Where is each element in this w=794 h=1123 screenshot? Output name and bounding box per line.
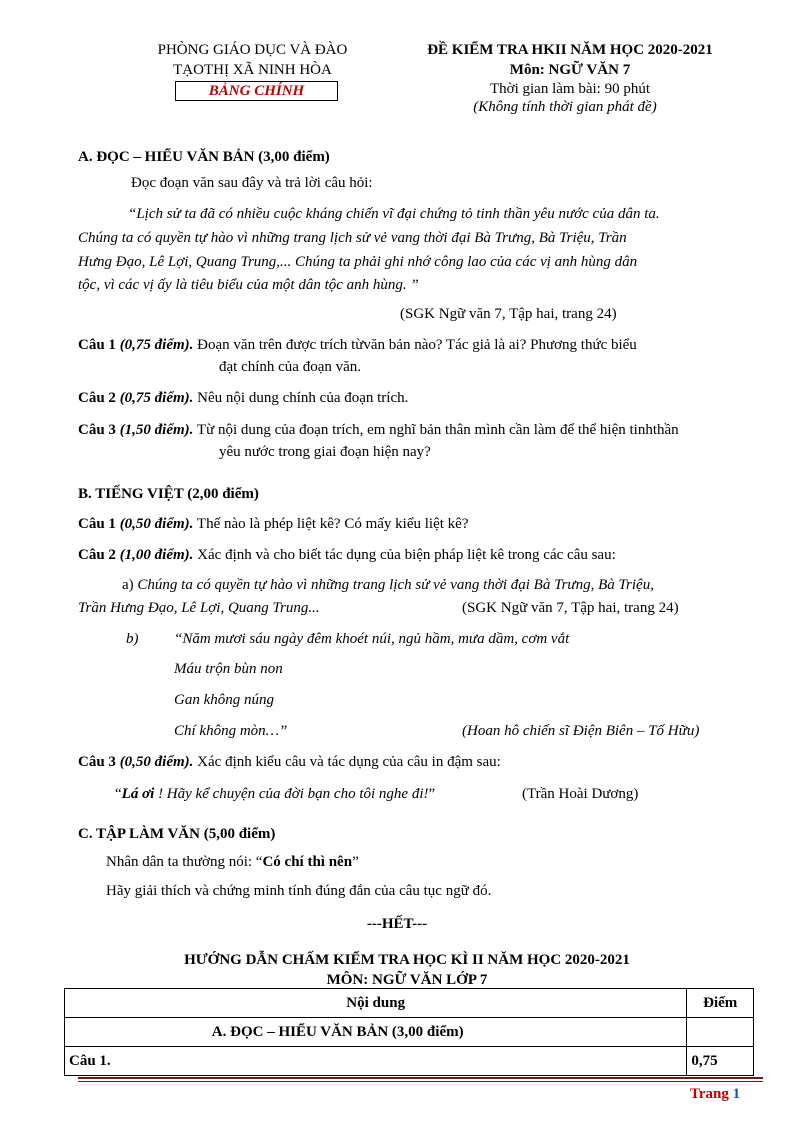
passage-line-4: tộc, vì các vị ấy là tiêu biểu của một dân tộc anh hùng. ”	[78, 277, 419, 293]
grading-table	[64, 988, 754, 1076]
question-text: Xác định kiểu câu và tác dụng của câu in đậm sau:	[197, 754, 501, 770]
question-a3-cont: yêu nước trong giai đoạn hiện nay?	[219, 444, 431, 460]
passage-line-3: Hưng Đạo, Lê Lợi, Quang Trung,... Chúng ta phải ghi nhớ công lao của các vị anh hùng dân	[78, 254, 638, 270]
question-points: (0,75 điểm).	[119, 337, 194, 353]
question-label: Câu 2	[78, 547, 116, 563]
question-a3	[78, 420, 679, 440]
quoted-sentence-source: (Trần Hoài Dương)	[522, 786, 639, 802]
header-score: Điểm	[687, 989, 754, 1018]
question-text: Từ nội dung của đoạn trích, em nghĩ bản thân mình cần làm để thể hiện tinhthần	[196, 422, 679, 438]
guide-subtitle: MÔN: NGỮ VĂN LỚP 7	[326, 972, 488, 988]
quote-rest: ! Hãy kể chuyện của đời bạn cho tôi nghe đi!	[154, 786, 429, 802]
example-b-source	[462, 721, 699, 741]
question-text: Đoạn văn trên được trích từvăn bản nào? Tác giả là ai? Phương thức biểu	[197, 337, 637, 353]
exam-duration-note: (Không tính thời gian phát đề)	[473, 99, 657, 115]
question-label: Câu 3	[78, 422, 116, 438]
question-a1	[78, 335, 637, 355]
question-b3	[78, 752, 501, 772]
header-content: Nội dung	[65, 989, 687, 1018]
footer-rule	[78, 1077, 763, 1079]
example-a-text: Chúng ta có quyền tự hào vì những trang lịch sử vẻ vang thời đại Bà Trưng, Bà Triệu,	[137, 577, 654, 593]
dept-name-line2: TẠOTHỊ XÃ NINH HÒA	[173, 62, 332, 78]
official-badge: BẢNG CHÍNH	[175, 81, 338, 101]
section-a-title: A. ĐỌC – HIỂU VĂN BẢN (3,00 điểm)	[78, 149, 330, 165]
row-question: Câu 1.	[65, 1047, 687, 1076]
quote-open: “	[115, 786, 122, 802]
example-a-source: (SGK Ngữ văn 7, Tập hai, trang 24)	[462, 600, 679, 616]
example-a-line-1	[122, 575, 654, 595]
page-number	[690, 1086, 740, 1103]
exam-title: ĐỀ KIỂM TRA HKII NĂM HỌC 2020-2021	[427, 42, 713, 58]
passage-line-1: “Lịch sử ta đã có nhiều cuộc kháng chiến vĩ đại chứng tỏ tinh thần yêu nước của dân ta.	[128, 206, 660, 222]
quote-bold: Lá ơi	[121, 786, 155, 802]
example-b-prefix: b)	[126, 631, 139, 647]
section-b-title: B. TIẾNG VIỆT (2,00 điểm)	[78, 486, 259, 502]
guide-title: HƯỚNG DẪN CHẤM KIỂM TRA HỌC KÌ II NĂM HỌC 2020-2021	[184, 952, 630, 968]
question-label: Câu 2	[78, 390, 116, 406]
question-label: Câu 3	[78, 754, 116, 770]
section-c-line-2: Hãy giải thích và chứng minh tính đúng đắn của câu tục ngữ đó.	[106, 883, 492, 899]
table-header-row	[65, 989, 754, 1018]
quoted-sentence	[115, 784, 435, 804]
question-text: Xác định và cho biết tác dụng của biện pháp liệt kê trong các câu sau:	[197, 547, 616, 563]
example-a-line-2: Trần Hưng Đạo, Lê Lợi, Quang Trung...	[78, 600, 320, 616]
quote-close: ”	[428, 786, 436, 802]
question-label: Câu 1	[78, 337, 116, 353]
question-points: (0,50 điểm).	[119, 516, 194, 532]
row-section-title: A. ĐỌC – HIỂU VĂN BẢN (3,00 điểm)	[65, 1018, 687, 1047]
page-label: Trang	[690, 1086, 729, 1102]
question-text: Thế nào là phép liệt kê? Có mấy kiểu liệt kê?	[196, 516, 469, 532]
question-label: Câu 1	[78, 516, 116, 532]
row-question-score: 0,75	[687, 1047, 754, 1076]
proverb-intro: Nhân dân ta thường nói: “	[106, 854, 263, 870]
table-row	[65, 1047, 754, 1076]
section-a-intro: Đọc đoạn văn sau đây và trả lời câu hỏi:	[131, 175, 373, 191]
section-c-title: C. TẬP LÀM VĂN (5,00 điểm)	[78, 826, 276, 842]
table-row	[65, 1018, 754, 1047]
dept-name-line1: PHÒNG GIÁO DỤC VÀ ĐÀO	[157, 42, 348, 58]
example-b-line-3: Gan không núng	[174, 692, 274, 708]
question-a2	[78, 388, 408, 408]
question-text: Nêu nội dung chính của đoạn trích.	[197, 390, 409, 406]
row-section-score	[687, 1018, 754, 1047]
section-c-line-1	[106, 852, 359, 872]
proverb-close: ”	[352, 854, 359, 870]
exam-subject: Môn: NGỮ VĂN 7	[509, 62, 631, 78]
question-b1	[78, 514, 468, 534]
example-b-line-2: Máu trộn bùn non	[174, 661, 283, 677]
passage-line-2: Chúng ta có quyền tự hào vì những trang lịch sử vẻ vang thời đại Bà Trưng, Bà Triệu, Trần	[78, 230, 627, 246]
question-points: (0,50 điểm).	[119, 754, 194, 770]
example-b-line-4: Chí không mòn…”	[174, 723, 288, 739]
proverb: Có chí thì nên	[262, 854, 353, 870]
passage-source: (SGK Ngữ văn 7, Tập hai, trang 24)	[400, 306, 617, 322]
end-mark: ---HẾT---	[366, 916, 428, 932]
footer-rule-thin	[78, 1081, 763, 1082]
question-b2	[78, 545, 616, 565]
question-points: (0,75 điểm).	[119, 390, 194, 406]
question-points: (1,00 điểm).	[119, 547, 194, 563]
example-b-line-1: “Năm mươi sáu ngày đêm khoét núi, ngủ hầm, mưa dầm, cơm vắt	[174, 631, 570, 647]
question-points: (1,50 điểm).	[119, 422, 194, 438]
page-value: 1	[732, 1086, 741, 1102]
exam-duration: Thời gian làm bài: 90 phút	[490, 81, 650, 97]
example-a-prefix: a)	[122, 577, 134, 593]
question-a1-cont: đạt chính của đoạn văn.	[219, 359, 362, 375]
example-b-source-text: (Hoan hô chiến sĩ Điện Biên – Tố Hữu)	[462, 723, 700, 739]
